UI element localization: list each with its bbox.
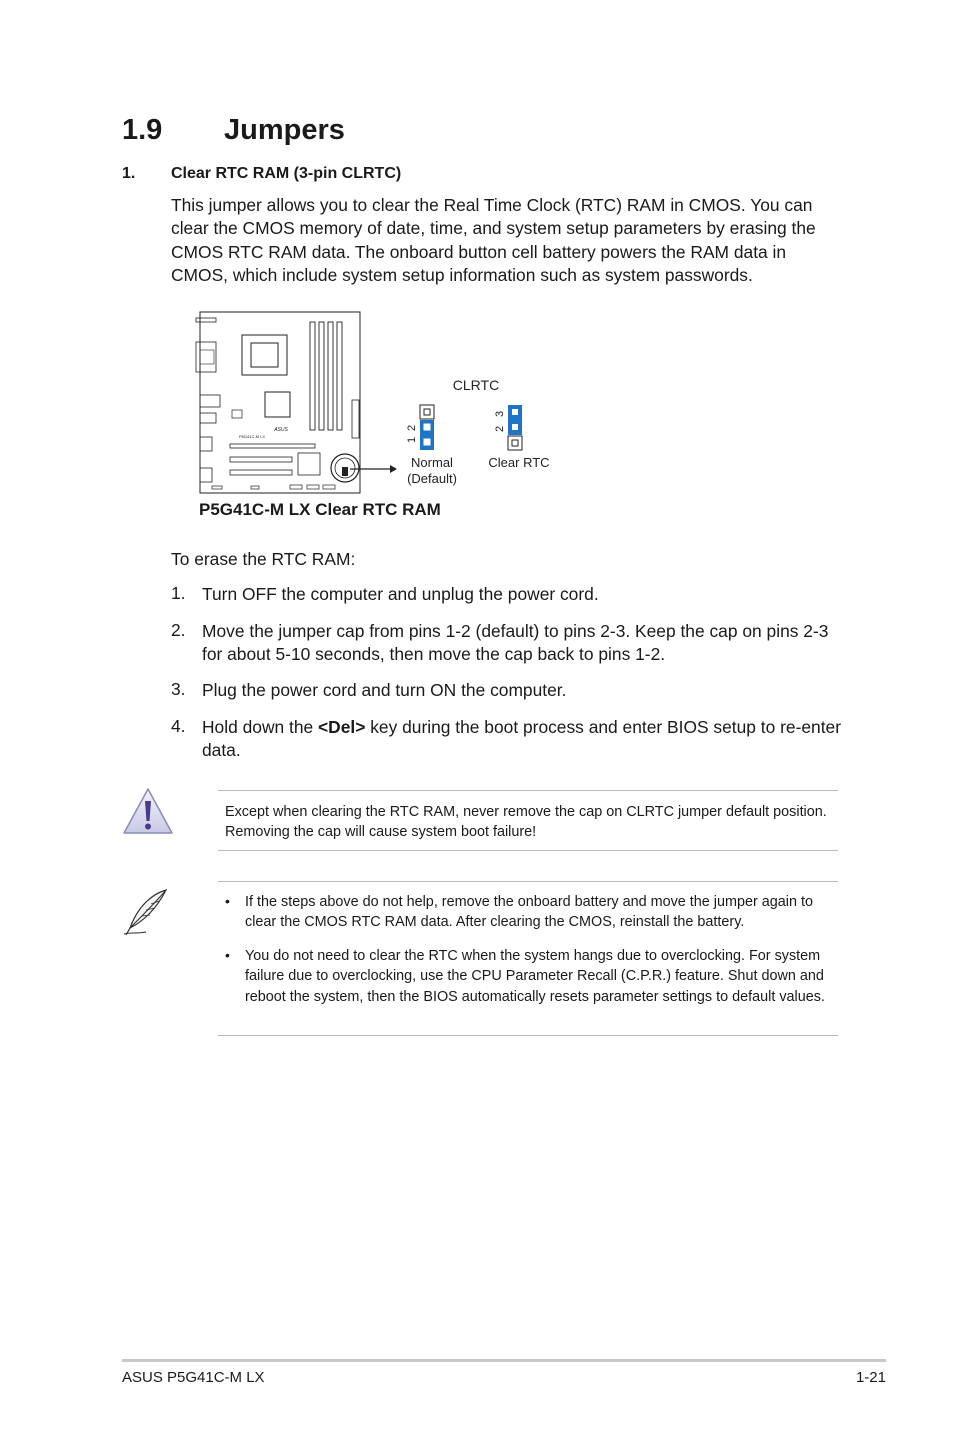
step-text <box>202 716 842 763</box>
footer-product-name: ASUS P5G41C-M LX <box>122 1369 265 1386</box>
board-outline <box>200 312 360 493</box>
footer-rule <box>122 1359 886 1362</box>
footer-page-number: 1-21 <box>855 1369 886 1386</box>
clear-pin-3: 3 <box>494 410 506 417</box>
item-number: 1. <box>122 165 136 182</box>
clear-pin-2: 2 <box>494 425 506 432</box>
normal-default-label: (Default) <box>407 471 457 486</box>
section-title: Jumpers <box>224 114 345 146</box>
step-text-post: key during the boot process and enter BIOS setup to re-enter data. <box>202 717 842 761</box>
step-text: Turn OFF the computer and unplug the power cord. <box>202 584 599 604</box>
jumper-normal-setting <box>406 405 434 450</box>
normal-pin-1: 1 <box>406 436 418 443</box>
item-title: Clear RTC RAM (3-pin CLRTC) <box>171 165 402 182</box>
step-number: 1. <box>171 583 186 603</box>
step-number: 4. <box>171 716 186 736</box>
clear-rtc-label: Clear RTC <box>488 455 550 470</box>
note-top-rule <box>218 881 838 882</box>
erase-intro: To erase the RTC RAM: <box>171 549 356 569</box>
normal-label: Normal <box>411 455 453 470</box>
section-number: 1.9 <box>122 114 163 146</box>
motherboard-diagram <box>195 310 370 500</box>
note-bullet-text: If the steps above do not help, remove the onboard battery and move the jumper again to clear the CMOS RTC RAM data. After clearing the CMOS, reinstall the battery. <box>245 894 813 931</box>
item-description: This jumper allows you to clear the Real Time Clock (RTC) RAM in CMOS. You can clear the CMOS memory of date, time, and system setup parameters by erasing the CMOS RTC RAM data. The onboard button cell battery powers the RAM data in CMOS, which include system setup information such as system passwords. <box>171 195 816 285</box>
note-bottom-rule <box>218 1035 838 1036</box>
figure-caption: P5G41C-M LX Clear RTC RAM <box>199 500 441 519</box>
board-silk-label: P5G41C-M LX <box>239 434 266 439</box>
step-text: Plug the power cord and turn ON the computer. <box>202 680 567 700</box>
board-logo-text: ASUS <box>274 427 288 433</box>
note-bullet: • <box>225 947 230 963</box>
clrtc-jumper-detail <box>400 372 560 492</box>
note-bullet-text: You do not need to clear the RTC when the system hangs due to overclocking. For system failure due to overclocking, use the CPU Parameter Recall (C.P.R.) feature. Shut down and reboot the system, then the BIOS automatically resets parameter settings to default values. <box>245 948 825 1005</box>
warning-icon <box>122 787 174 837</box>
step-text-pre: Hold down the <box>202 717 319 737</box>
jumper-clear-setting <box>494 405 522 450</box>
del-key: <Del> <box>318 717 366 737</box>
normal-pin-2: 2 <box>406 424 418 431</box>
step-number: 2. <box>171 620 186 640</box>
step-number: 3. <box>171 679 186 699</box>
step-text: Move the jumper cap from pins 1-2 (default) to pins 2-3. Keep the cap on pins 2-3 for about 5-10 seconds, then move the cap back to pins 1-2. <box>202 621 829 665</box>
caution-bottom-rule <box>218 850 838 851</box>
note-bullet: • <box>225 893 230 909</box>
feather-pen-icon <box>122 888 170 938</box>
caution-top-rule <box>218 790 838 791</box>
caution-text: Except when clearing the RTC RAM, never remove the cap on CLRTC jumper default position. Removing the cap will cause system boot failure! <box>225 804 827 841</box>
clrtc-header-label: CLRTC <box>452 377 500 393</box>
